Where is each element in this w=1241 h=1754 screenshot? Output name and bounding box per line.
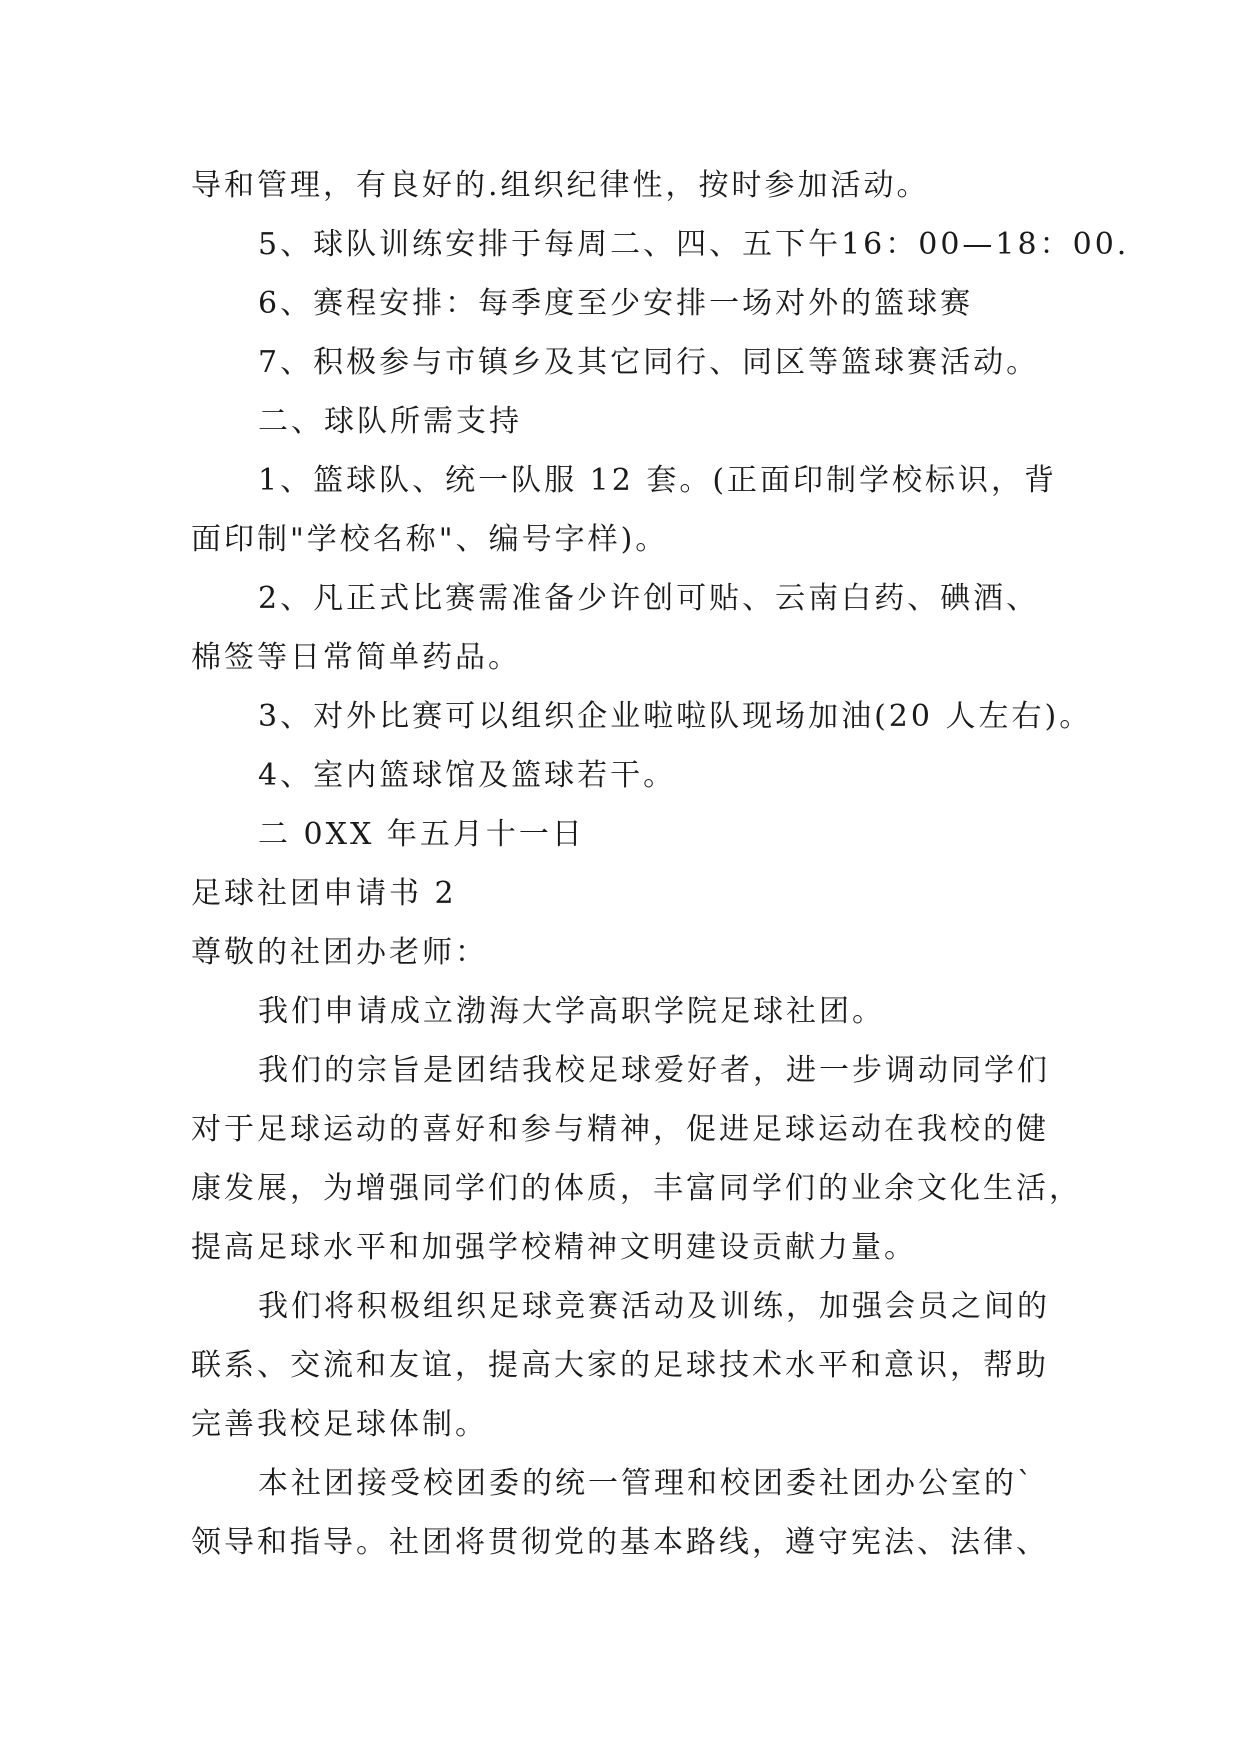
text-line: 面印制"学校名称"、编号字样)。 — [191, 522, 669, 557]
paragraph-line: 提高足球水平和加强学校精神文明建设贡献力量。 — [191, 1230, 917, 1265]
list-item-medical-supplies: 2、凡正式比赛需准备少许创可贴、云南白药、碘酒、 — [258, 581, 1040, 616]
list-item-uniforms: 1、篮球队、统一队服 12 套。(正面印制学校标识，背 — [258, 463, 1058, 498]
salutation: 尊敬的社团办老师： — [191, 935, 488, 970]
paragraph-line: 我们申请成立渤海大学高职学院足球社团。 — [258, 994, 885, 1029]
document-date: 二 0XX 年五月十一日 — [258, 817, 585, 852]
document-body — [191, 156, 1130, 1572]
list-item-match-schedule: 6、赛程安排：每季度至少安排一场对外的篮球赛 — [258, 286, 974, 321]
paragraph-line: 我们的宗旨是团结我校足球爱好者，进一步调动同学们 — [258, 1053, 1050, 1088]
list-item-competitions: 7、积极参与市镇乡及其它同行、同区等篮球赛活动。 — [258, 345, 1040, 380]
list-item-training-schedule: 5、球队训练安排于每周二、四、五下午16：00—18：00. — [258, 227, 1130, 262]
paragraph-line: 对于足球运动的喜好和参与精神，促进足球运动在我校的健 — [191, 1112, 1049, 1147]
section-title: 足球社团申请书 2 — [191, 876, 457, 911]
paragraph-line: 我们将积极组织足球竞赛活动及训练，加强会员之间的 — [258, 1289, 1050, 1324]
list-item-venue: 4、室内篮球馆及篮球若干。 — [258, 758, 677, 793]
paragraph-line: 本社团接受校团委的统一管理和校团委社团办公室的` — [258, 1466, 1035, 1501]
paragraph-line: 完善我校足球体制。 — [191, 1407, 488, 1442]
paragraph-line: 康发展，为增强同学们的体质，丰富同学们的业余文化生活， — [191, 1171, 1082, 1206]
paragraph-line: 联系、交流和友谊，提高大家的足球技术水平和意识，帮助 — [191, 1348, 1049, 1383]
paragraph-line: 领导和指导。社团将贯彻党的基本路线，遵守宪法、法律、 — [191, 1525, 1049, 1560]
text-line: 棉签等日常简单药品。 — [191, 640, 521, 675]
list-item-cheerleaders: 3、对外比赛可以组织企业啦啦队现场加油(20 人左右)。 — [258, 699, 1093, 734]
text-line: 导和管理，有良好的.组织纪律性，按时参加活动。 — [191, 168, 930, 203]
section-heading-support: 二、球队所需支持 — [258, 404, 522, 439]
